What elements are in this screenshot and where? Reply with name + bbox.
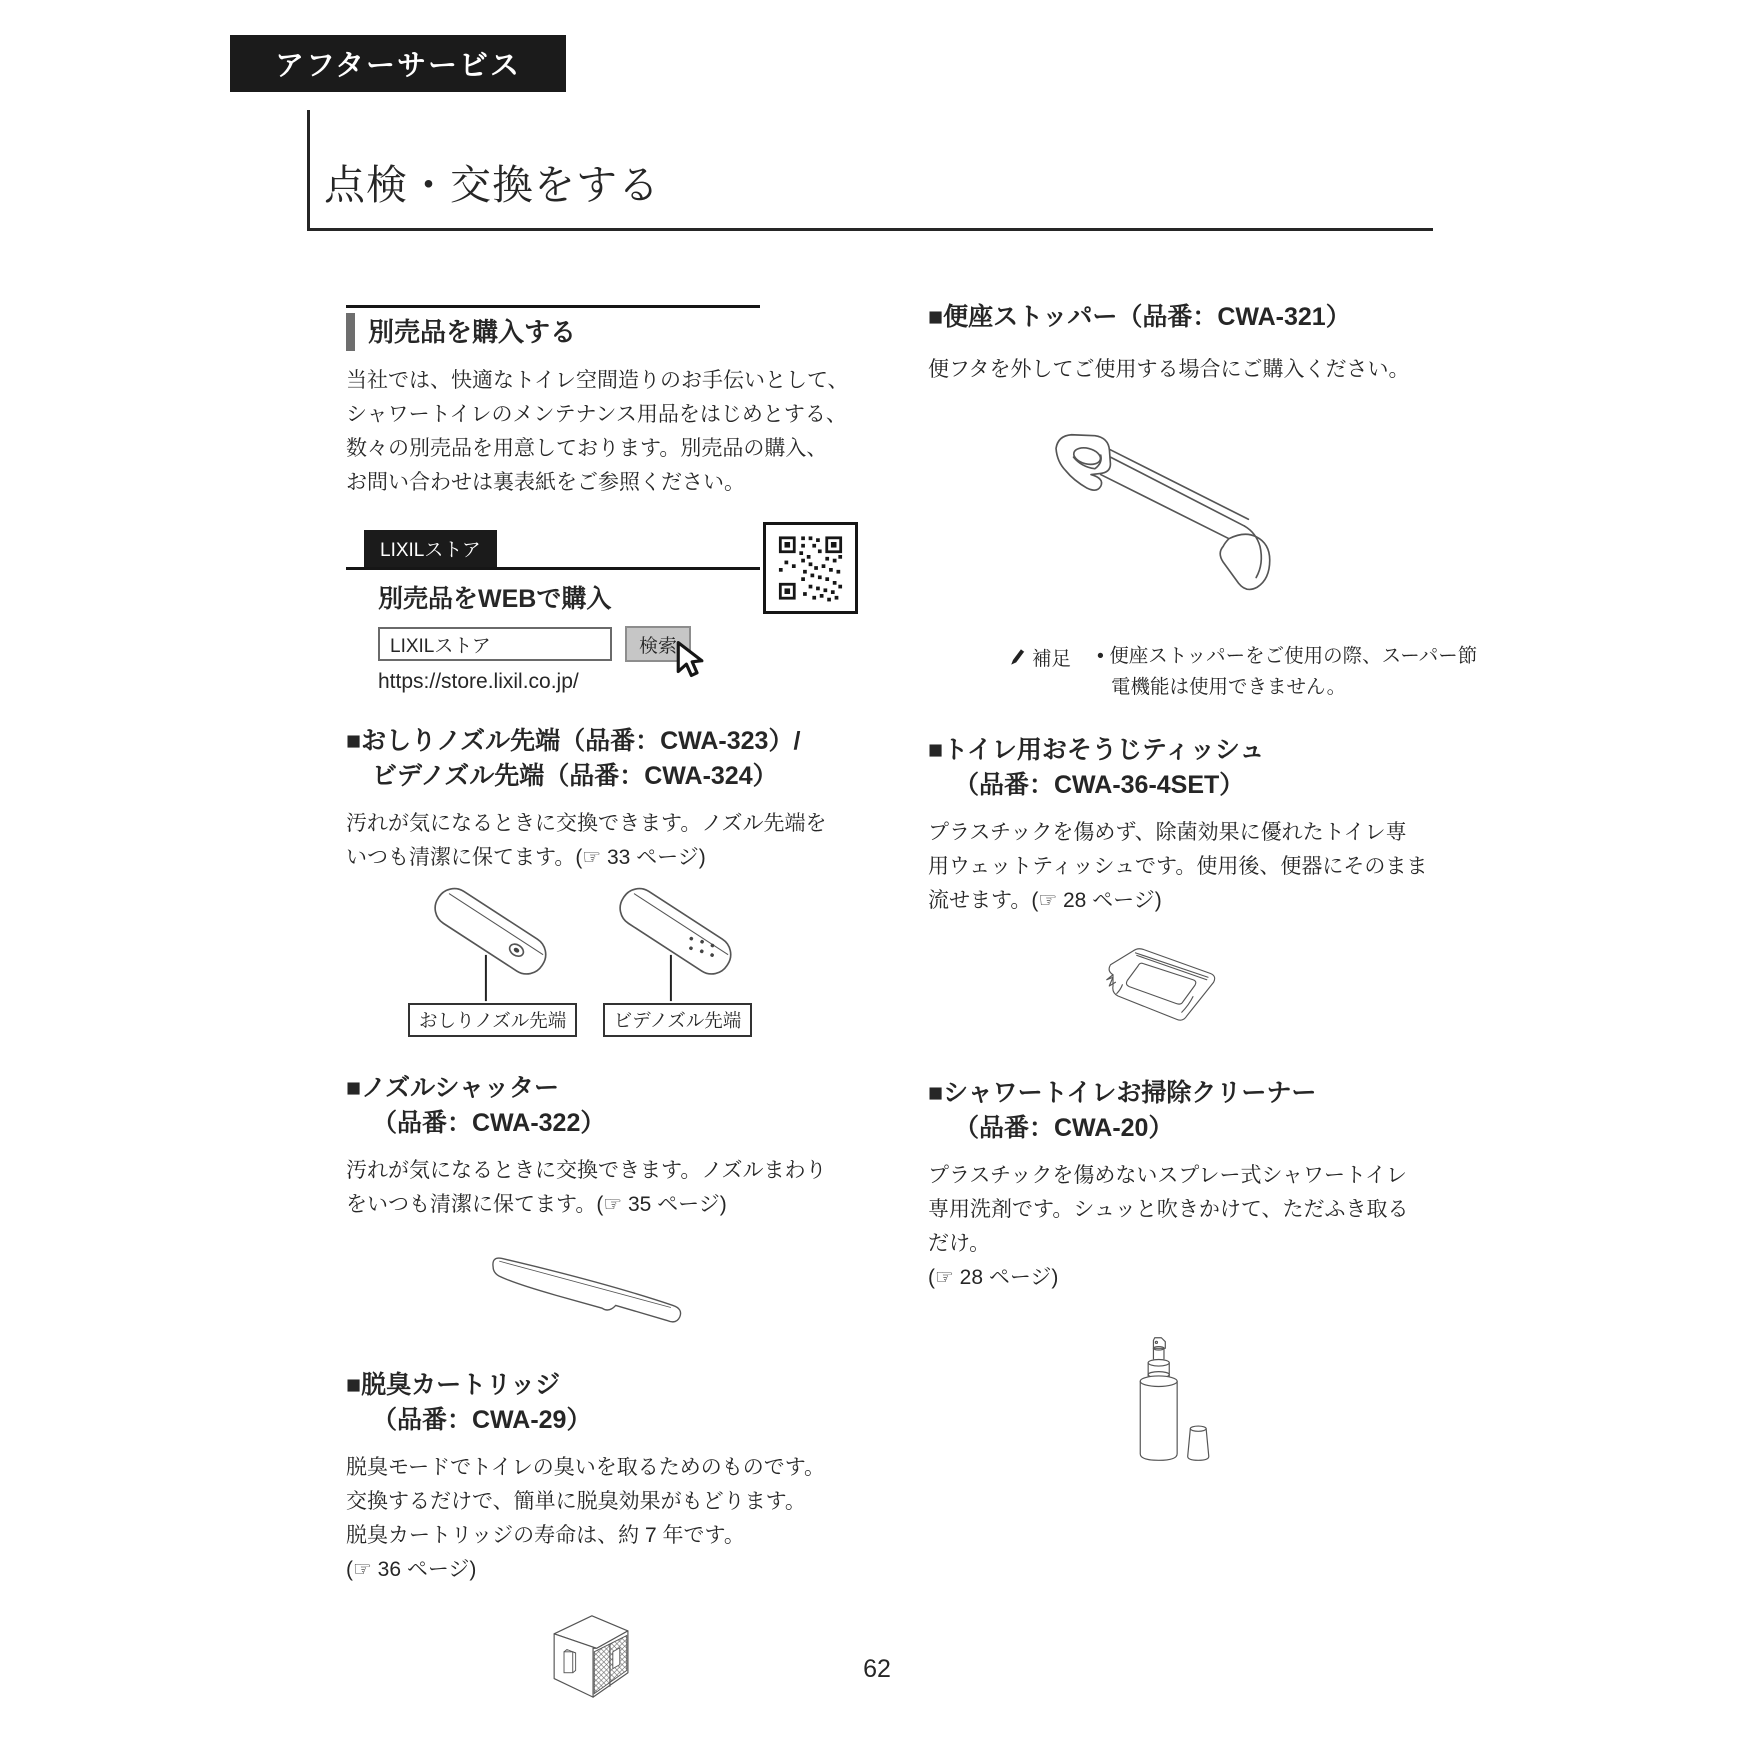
shutter-body bbox=[346, 1154, 827, 1222]
oshiri-nozzle-label: おしりノズル先端 bbox=[408, 1003, 577, 1037]
cartridge-heading bbox=[346, 1368, 760, 1438]
lixil-store-block bbox=[346, 530, 760, 694]
stopper-body bbox=[928, 353, 1433, 387]
note-line: • 便座ストッパーをご使用の際、スーパー節 bbox=[1097, 645, 1478, 667]
chapter-tag-label: アフターサービス bbox=[275, 50, 521, 82]
body-line: 流せます。(☞ 28 ページ) bbox=[928, 889, 1162, 912]
body-line: (☞ 36 ページ) bbox=[346, 1558, 477, 1581]
heading-line: （品番：CWA-29） bbox=[372, 1406, 592, 1434]
body-line: 脱臭カートリッジの寿命は、約 7 年です。 bbox=[346, 1524, 745, 1547]
wipes-body bbox=[928, 816, 1433, 918]
body-line: 専用洗剤です。シュッと吹きかけて、ただふき取る bbox=[928, 1198, 1409, 1221]
body-line: 汚れが気になるときに交換できます。ノズルまわり bbox=[346, 1159, 827, 1182]
body-line: 交換するだけで、簡単に脱臭効果がもどります。 bbox=[346, 1490, 806, 1513]
shutter-heading bbox=[346, 1071, 760, 1141]
bidet-nozzle-illustration bbox=[595, 887, 760, 1003]
pencil-icon bbox=[1008, 647, 1025, 667]
chapter-tag bbox=[230, 35, 566, 92]
body-line: プラスチックを傷めず、除菌効果に優れたトイレ専 bbox=[928, 821, 1407, 844]
heading-line: ■シャワートイレお掃除クリーナー bbox=[928, 1079, 1317, 1107]
page-title: 点検・交換をする bbox=[324, 162, 660, 208]
buy-section bbox=[346, 305, 760, 351]
title-vertical-rule bbox=[307, 110, 310, 231]
buy-section-heading: 別売品を購入する bbox=[346, 313, 760, 351]
page-number: 62 bbox=[863, 1655, 891, 1683]
note-line: 電機能は使用できません。 bbox=[1111, 676, 1347, 698]
store-tab-row bbox=[346, 530, 760, 570]
body-line: プラスチックを傷めないスプレー式シャワートイレ bbox=[928, 1164, 1408, 1187]
title-horizontal-rule bbox=[307, 228, 1433, 231]
web-purchase-label: 別売品をWEBで購入 bbox=[378, 585, 612, 613]
buy-section-body bbox=[346, 364, 849, 500]
search-button[interactable]: 検索 bbox=[625, 626, 691, 662]
store-inner bbox=[378, 579, 760, 694]
cleaner-heading bbox=[928, 1076, 1433, 1146]
wipes-section bbox=[928, 733, 1433, 1036]
body-line: 脱臭モードでトイレの臭いを取るためのものです。 bbox=[346, 1456, 826, 1479]
heading-line: （品番：CWA-20） bbox=[954, 1114, 1174, 1142]
search-row bbox=[378, 626, 760, 662]
nozzle-tips-heading bbox=[346, 724, 801, 794]
cleaner-body bbox=[928, 1159, 1433, 1295]
wipes-heading bbox=[928, 733, 1433, 803]
shutter-section bbox=[346, 1071, 827, 1338]
qr-code bbox=[763, 522, 858, 614]
qr-code-image bbox=[770, 529, 851, 607]
body-line: 便フタを外してご使用する場合にご購入ください。 bbox=[928, 358, 1410, 381]
wipes-pack-illustration bbox=[1088, 936, 1238, 1036]
stopper-heading: ■便座ストッパー（品番：CWA-321） bbox=[928, 303, 1351, 331]
stopper-section bbox=[928, 300, 1478, 703]
left-column bbox=[346, 305, 849, 1716]
body-line: 当社では、快適なトイレ空間造りのお手伝いとして、 bbox=[346, 369, 849, 392]
note-text bbox=[1097, 641, 1477, 703]
store-tab-label: LIXILストア bbox=[364, 530, 497, 567]
heading-line: ■トイレ用おそうじティッシュ bbox=[928, 736, 1265, 764]
nozzle-shutter-illustration bbox=[474, 1232, 692, 1338]
body-line: 数々の別売品を用意しております。別売品の購入、 bbox=[346, 437, 828, 460]
heading-line: ■おしりノズル先端（品番：CWA-323）/ bbox=[346, 727, 801, 755]
note-label: 補足 bbox=[1032, 648, 1072, 670]
heading-line: ■脱臭カートリッジ bbox=[346, 1371, 561, 1399]
body-line: 用ウェットティッシュです。使用後、便器にそのまま bbox=[928, 855, 1428, 878]
body-line: いつも清潔に保てます。(☞ 33 ページ) bbox=[346, 846, 706, 869]
nozzle-tips-body bbox=[346, 807, 827, 875]
search-input[interactable] bbox=[378, 627, 612, 661]
cleaner-section bbox=[928, 1076, 1433, 1477]
cartridge-body bbox=[346, 1451, 826, 1587]
body-line: シャワートイレのメンテナンス用品をはじめとする、 bbox=[346, 403, 847, 426]
note-head bbox=[1008, 641, 1071, 671]
heading-line: （品番：CWA-322） bbox=[372, 1109, 606, 1137]
oshiri-nozzle-illustration bbox=[410, 887, 575, 1003]
nozzle-tips-section bbox=[346, 724, 827, 1037]
bidet-nozzle-label: ビデノズル先端 bbox=[603, 1003, 752, 1037]
heading-line: ■ノズルシャッター bbox=[346, 1074, 559, 1102]
body-line: (☞ 28 ページ) bbox=[928, 1266, 1059, 1289]
body-line: だけ。 bbox=[928, 1232, 991, 1255]
store-url-link[interactable]: https://store.lixil.co.jp/ bbox=[378, 670, 579, 693]
body-line: お問い合わせは裏表紙をご参照ください。 bbox=[346, 471, 745, 494]
spray-bottle-illustration bbox=[1106, 1325, 1218, 1477]
right-column bbox=[928, 300, 1478, 1477]
oshiri-nozzle-figure bbox=[408, 887, 577, 1037]
seat-stopper-illustration bbox=[1023, 415, 1295, 607]
bidet-nozzle-figure bbox=[595, 887, 760, 1037]
cursor-icon bbox=[673, 640, 715, 682]
body-line: をいつも清潔に保てます。(☞ 35 ページ) bbox=[346, 1193, 727, 1216]
supplement-note bbox=[1008, 641, 1478, 703]
heading-line: （品番：CWA-36-4SET） bbox=[954, 771, 1245, 799]
nozzle-figures bbox=[346, 887, 760, 1037]
heading-line: ビデノズル先端（品番：CWA-324） bbox=[372, 762, 778, 790]
body-line: 汚れが気になるときに交換できます。ノズル先端を bbox=[346, 812, 827, 835]
